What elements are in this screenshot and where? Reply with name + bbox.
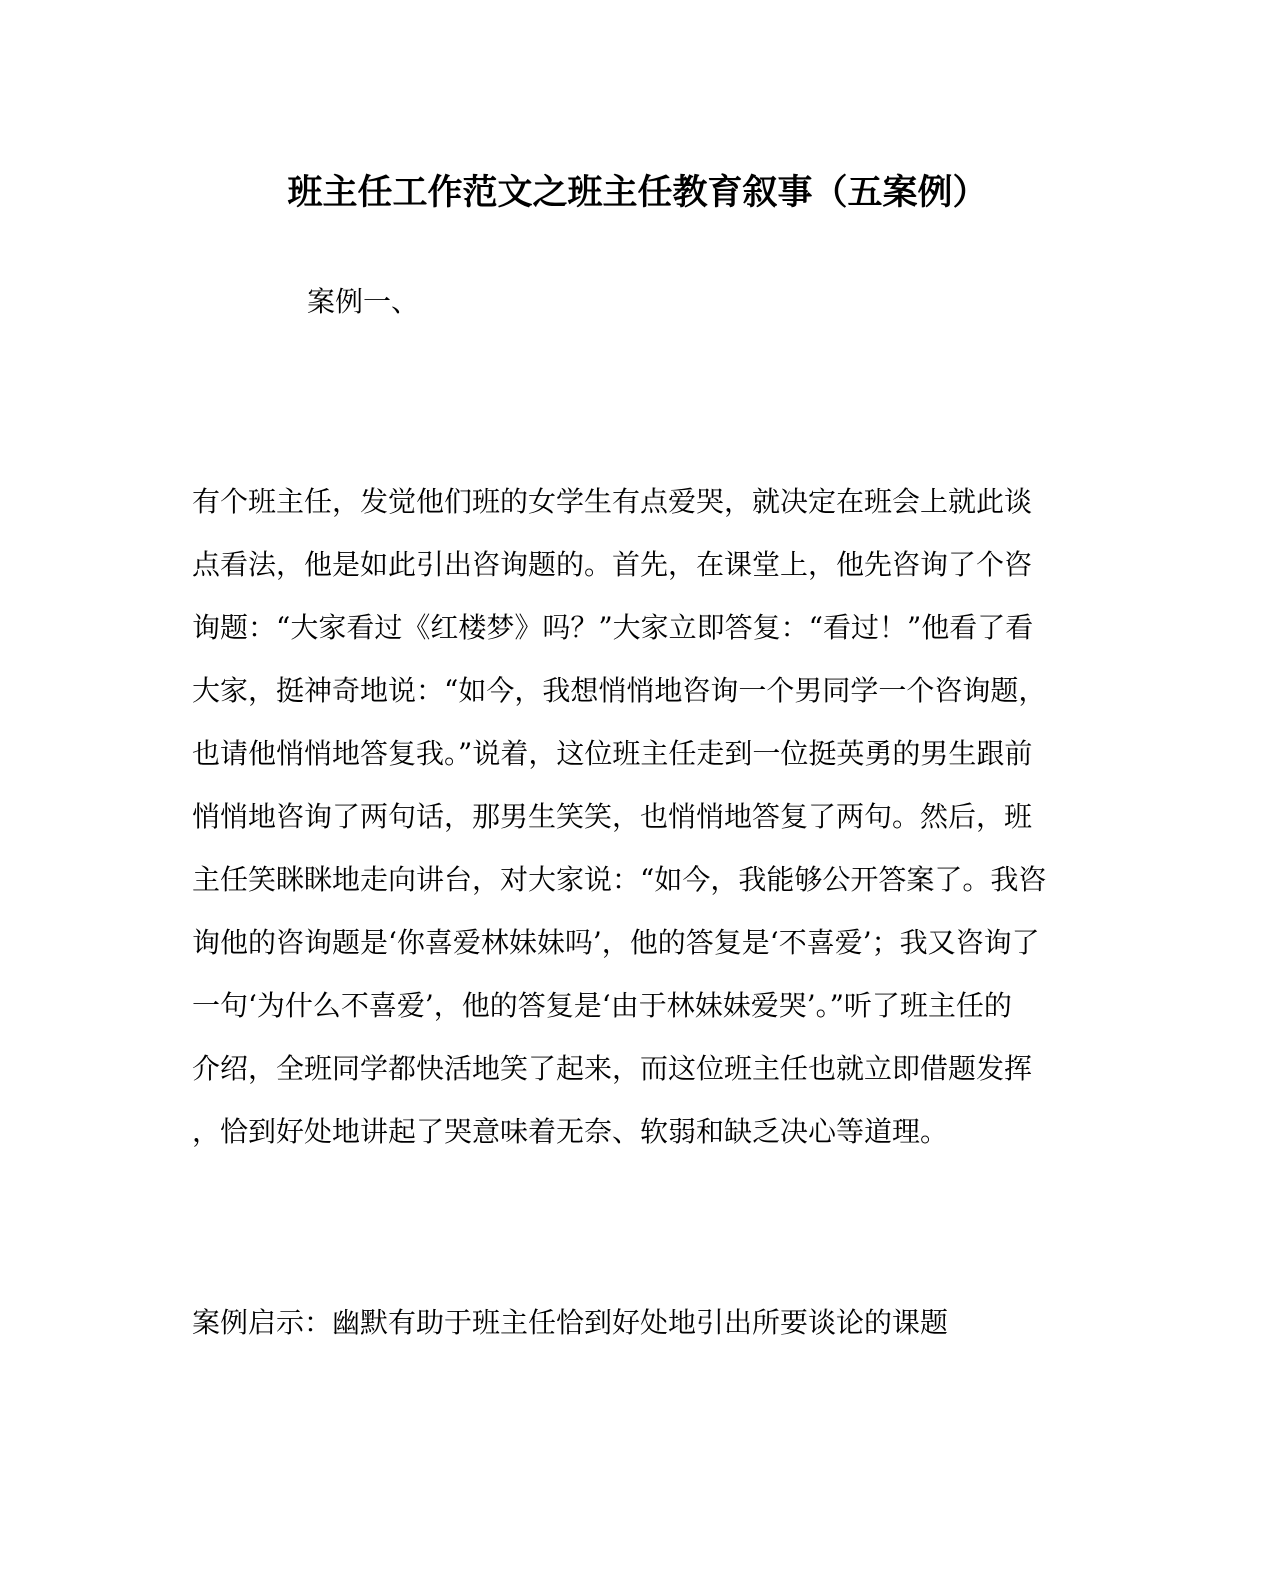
paragraph-line: 点看法，他是如此引出咨询题的。首先，在课堂上，他先咨询了个咨 [192, 548, 1033, 581]
paragraph-line: ，恰到好处地讲起了哭意味着无奈、软弱和缺乏决心等道理。 [192, 1115, 949, 1148]
paragraph-line: 也请他悄悄地答复我。”说着，这位班主任走到一位挺英勇的男生跟前 [192, 737, 1033, 770]
paragraph-line: 大家，挺神奇地说：“如今，我想悄悄地咨询一个男同学一个咨询题， [192, 674, 1047, 707]
paragraph-line: 悄悄地咨询了两句话，那男生笑笑，也悄悄地答复了两句。然后，班 [192, 800, 1033, 833]
paragraph-line: 一句‘为什么不喜爱’，他的答复是‘由于林妹妹爱哭’。”听了班主任的 [192, 989, 1012, 1022]
case-heading: 案例一、 [307, 285, 420, 318]
case-body-paragraph [192, 470, 1072, 1163]
paragraph-line: 询题：“大家看过《红楼梦》吗？”大家立即答复：“看过！”他看了看 [192, 611, 1034, 644]
case-insight: 案例启示：幽默有助于班主任恰到好处地引出所要谈论的课题 [192, 1306, 949, 1339]
document-title: 班主任工作范文之班主任教育叙事（五案例） [287, 172, 988, 213]
paragraph-line: 有个班主任，发觉他们班的女学生有点爱哭，就决定在班会上就此谈 [192, 485, 1033, 518]
paragraph-line: 介绍，全班同学都快活地笑了起来，而这位班主任也就立即借题发挥 [192, 1052, 1033, 1085]
paragraph-line: 询他的咨询题是‘你喜爱林妹妹吗’，他的答复是‘不喜爱’；我又咨询了 [192, 926, 1040, 959]
paragraph-line: 主任笑眯眯地走向讲台，对大家说：“如今，我能够公开答案了。我咨 [192, 863, 1047, 896]
